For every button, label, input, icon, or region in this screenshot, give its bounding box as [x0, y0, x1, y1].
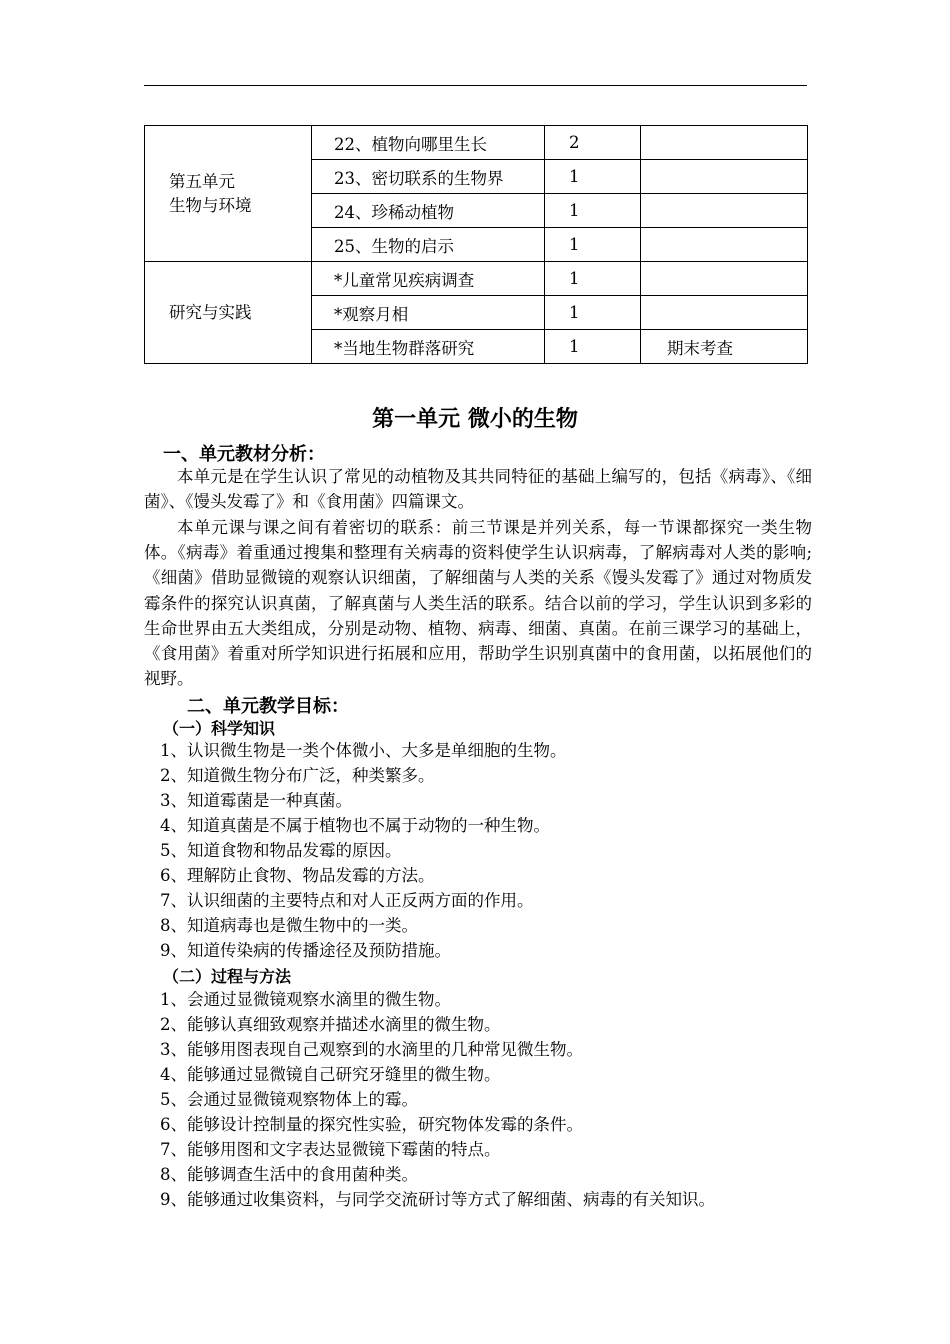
list-item: 4、能够通过显微镜自己研究牙缝里的微生物。: [160, 1065, 501, 1084]
list-item: 1、认识微生物是一类个体微小、大多是单细胞的生物。: [160, 741, 567, 760]
unit-cell: [145, 262, 312, 364]
analysis-paragraph-1: 本单元是在学生认识了常见的动植物及其共同特征的基础上编写的，包括《病毒》、《细菌》、《馒头发霉了》和《食用菌》四篇课文。: [144, 467, 812, 512]
unit-subtitle: 生物与环境: [169, 195, 252, 215]
unit-title: 第一单元 微小的生物: [372, 407, 578, 432]
note-cell: [641, 296, 808, 330]
note-cell: 期末考查: [641, 330, 808, 364]
hours-cell: 2: [545, 126, 641, 160]
list-item: 1、会通过显微镜观察水滴里的微生物。: [160, 990, 451, 1009]
process-methods-list: [160, 987, 715, 1212]
lesson-cell: 24、珍稀动植物: [312, 194, 545, 228]
hours-cell: 1: [545, 262, 641, 296]
list-item: 7、能够用图和文字表达显微镜下霉菌的特点。: [160, 1140, 501, 1159]
lesson-cell: *儿童常见疾病调查: [312, 262, 545, 296]
list-item: 7、认识细菌的主要特点和对人正反两方面的作用。: [160, 891, 534, 910]
note-cell: [641, 228, 808, 262]
note-cell: [641, 262, 808, 296]
subheading-science-knowledge: （一）科学知识: [163, 719, 276, 738]
list-item: 5、知道食物和物品发霉的原因。: [160, 841, 402, 860]
list-item: 6、理解防止食物、物品发霉的方法。: [160, 866, 435, 885]
science-knowledge-list: [160, 738, 567, 963]
note-cell: [641, 194, 808, 228]
table-row: [145, 126, 808, 160]
hours-cell: 1: [545, 194, 641, 228]
table-row: [145, 262, 808, 296]
subheading-process-methods: （二）过程与方法: [163, 967, 292, 986]
hours-cell: 1: [545, 228, 641, 262]
note-cell: [641, 126, 808, 160]
note-cell: [641, 160, 808, 194]
lesson-schedule-table: [144, 125, 808, 364]
lesson-cell: 25、生物的启示: [312, 228, 545, 262]
list-item: 6、能够设计控制量的探究性实验，研究物体发霉的条件。: [160, 1115, 583, 1134]
unit-cell: [145, 126, 312, 262]
hours-cell: 1: [545, 160, 641, 194]
lesson-cell: *观察月相: [312, 296, 545, 330]
section-heading-analysis: 一、单元教材分析：: [163, 444, 325, 465]
unit-name: 第五单元: [169, 171, 235, 191]
unit-name: 研究与实践: [169, 302, 252, 322]
list-item: 2、能够认真细致观察并描述水滴里的微生物。: [160, 1015, 501, 1034]
list-item: 2、知道微生物分布广泛，种类繁多。: [160, 766, 435, 785]
hours-cell: 1: [545, 330, 641, 364]
section-heading-objectives: 二、单元教学目标：: [187, 696, 349, 717]
list-item: 9、知道传染病的传播途径及预防措施。: [160, 941, 451, 960]
list-item: 9、能够通过收集资料，与同学交流研讨等方式了解细菌、病毒的有关知识。: [160, 1190, 715, 1209]
hours-cell: 1: [545, 296, 641, 330]
header-rule: [144, 85, 807, 86]
lesson-cell: *当地生物群落研究: [312, 330, 545, 364]
list-item: 8、知道病毒也是微生物中的一类。: [160, 916, 418, 935]
lesson-cell: 23、密切联系的生物界: [312, 160, 545, 194]
lesson-cell: 22、植物向哪里生长: [312, 126, 545, 160]
list-item: 3、能够用图表现自己观察到的水滴里的几种常见微生物。: [160, 1040, 583, 1059]
list-item: 8、能够调查生活中的食用菌种类。: [160, 1165, 418, 1184]
list-item: 5、会通过显微镜观察物体上的霉。: [160, 1090, 418, 1109]
list-item: 3、知道霉菌是一种真菌。: [160, 791, 352, 810]
list-item: 4、知道真菌是不属于植物也不属于动物的一种生物。: [160, 816, 550, 835]
analysis-paragraph-2: 本单元课与课之间有着密切的联系：前三节课是并列关系，每一节课都探究一类生物体。《病毒》着重通过搜集和整理有关病毒的资料使学生认识病毒，了解病毒对人类的影响;《细菌》借助显微镜的观察认识细菌，了解细菌与人类的关系《馒头发霉了》通过对物质发霉条件的探究认识真菌，了解真菌与人类生活的联系。结合以前的学习，学生认识到多彩的生命世界由五大类组成，分别是动物、植物、病毒、细菌、真菌。在前三课学习的基础上，《食用菌》着重对所学知识进行拓展和应用，帮助学生识别真菌中的食用菌，以拓展他们的视野。: [144, 518, 812, 689]
